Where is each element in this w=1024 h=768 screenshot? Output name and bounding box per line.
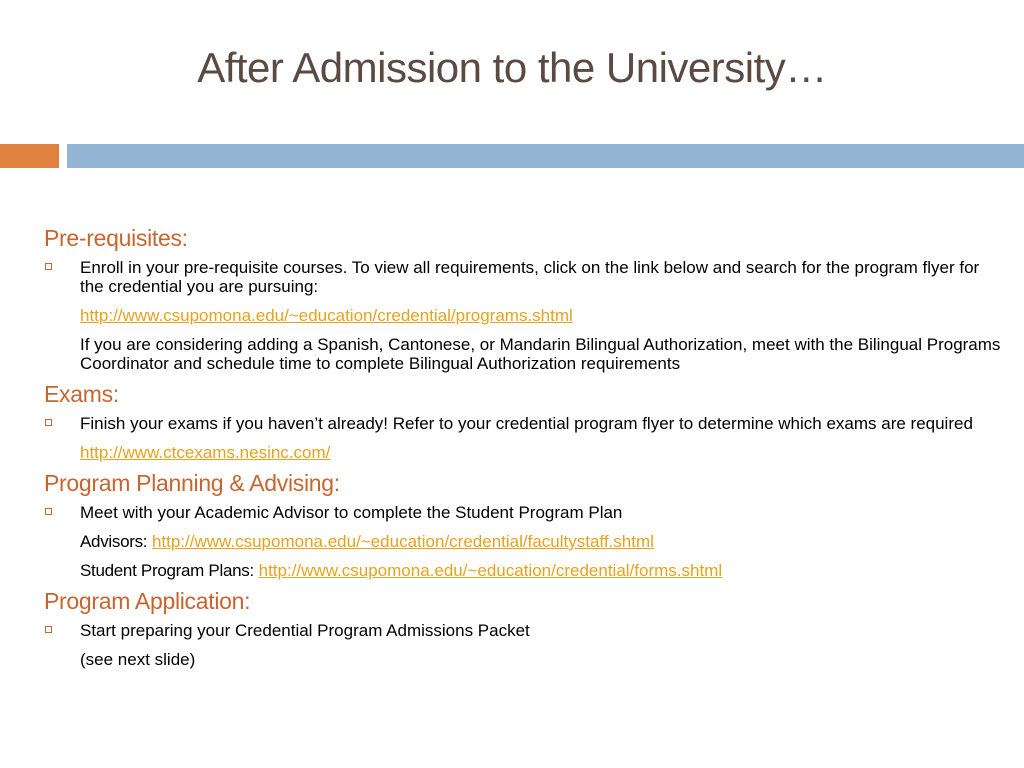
plans-label: Student Program Plans: bbox=[80, 561, 254, 580]
programs-link[interactable]: http://www.csupomona.edu/~education/credential/programs.shtml bbox=[80, 306, 573, 325]
exams-heading: Exams: bbox=[44, 381, 119, 407]
accent-bar-blue bbox=[67, 144, 1024, 168]
square-bullet-icon bbox=[45, 626, 52, 633]
exams-bullet bbox=[44, 414, 1004, 433]
prereq-bullet-text: Enroll in your pre-requisite courses. To view all requirements, click on the link below and search for the program flyer for the credential you are pursuing: bbox=[80, 258, 980, 296]
square-bullet-icon bbox=[45, 263, 52, 270]
accent-bar-orange bbox=[0, 144, 59, 168]
slide-title: After Admission to the University… bbox=[197, 44, 827, 91]
facultystaff-link[interactable]: http://www.csupomona.edu/~education/credential/facultystaff.shtml bbox=[151, 532, 654, 551]
exams-link-line bbox=[44, 443, 1004, 462]
prereq-heading: Pre-requisites: bbox=[44, 225, 188, 251]
square-bullet-icon bbox=[45, 419, 52, 426]
application-note: (see next slide) bbox=[80, 650, 196, 669]
advisors-label: Advisors: bbox=[80, 532, 148, 551]
plans-line bbox=[44, 561, 1004, 580]
planning-heading: Program Planning & Advising: bbox=[44, 470, 340, 496]
exams-bullet-text: Finish your exams if you haven’t already! Refer to your credential program flyer to determine which exams are required bbox=[80, 414, 973, 433]
application-bullet bbox=[44, 621, 1004, 640]
forms-link[interactable]: http://www.csupomona.edu/~education/credential/forms.shtml bbox=[258, 561, 723, 580]
application-bullet-text: Start preparing your Credential Program Admissions Packet bbox=[80, 621, 530, 640]
square-bullet-icon bbox=[45, 508, 52, 515]
prereq-link-line bbox=[44, 306, 1004, 325]
ctcexams-link[interactable]: http://www.ctcexams.nesinc.com/ bbox=[80, 443, 331, 462]
advisors-line bbox=[44, 532, 1004, 551]
slide-body bbox=[44, 223, 1004, 669]
application-heading: Program Application: bbox=[44, 588, 251, 614]
prereq-note: If you are considering adding a Spanish, Cantonese, or Mandarin Bilingual Authorization, meet with the Bilingual Programs Coordinator and schedule time to complete Bilingual Authorization requirements bbox=[80, 335, 1001, 373]
planning-bullet-text: Meet with your Academic Advisor to complete the Student Program Plan bbox=[80, 503, 623, 522]
planning-bullet bbox=[44, 503, 1004, 522]
prereq-bullet bbox=[44, 258, 1004, 296]
